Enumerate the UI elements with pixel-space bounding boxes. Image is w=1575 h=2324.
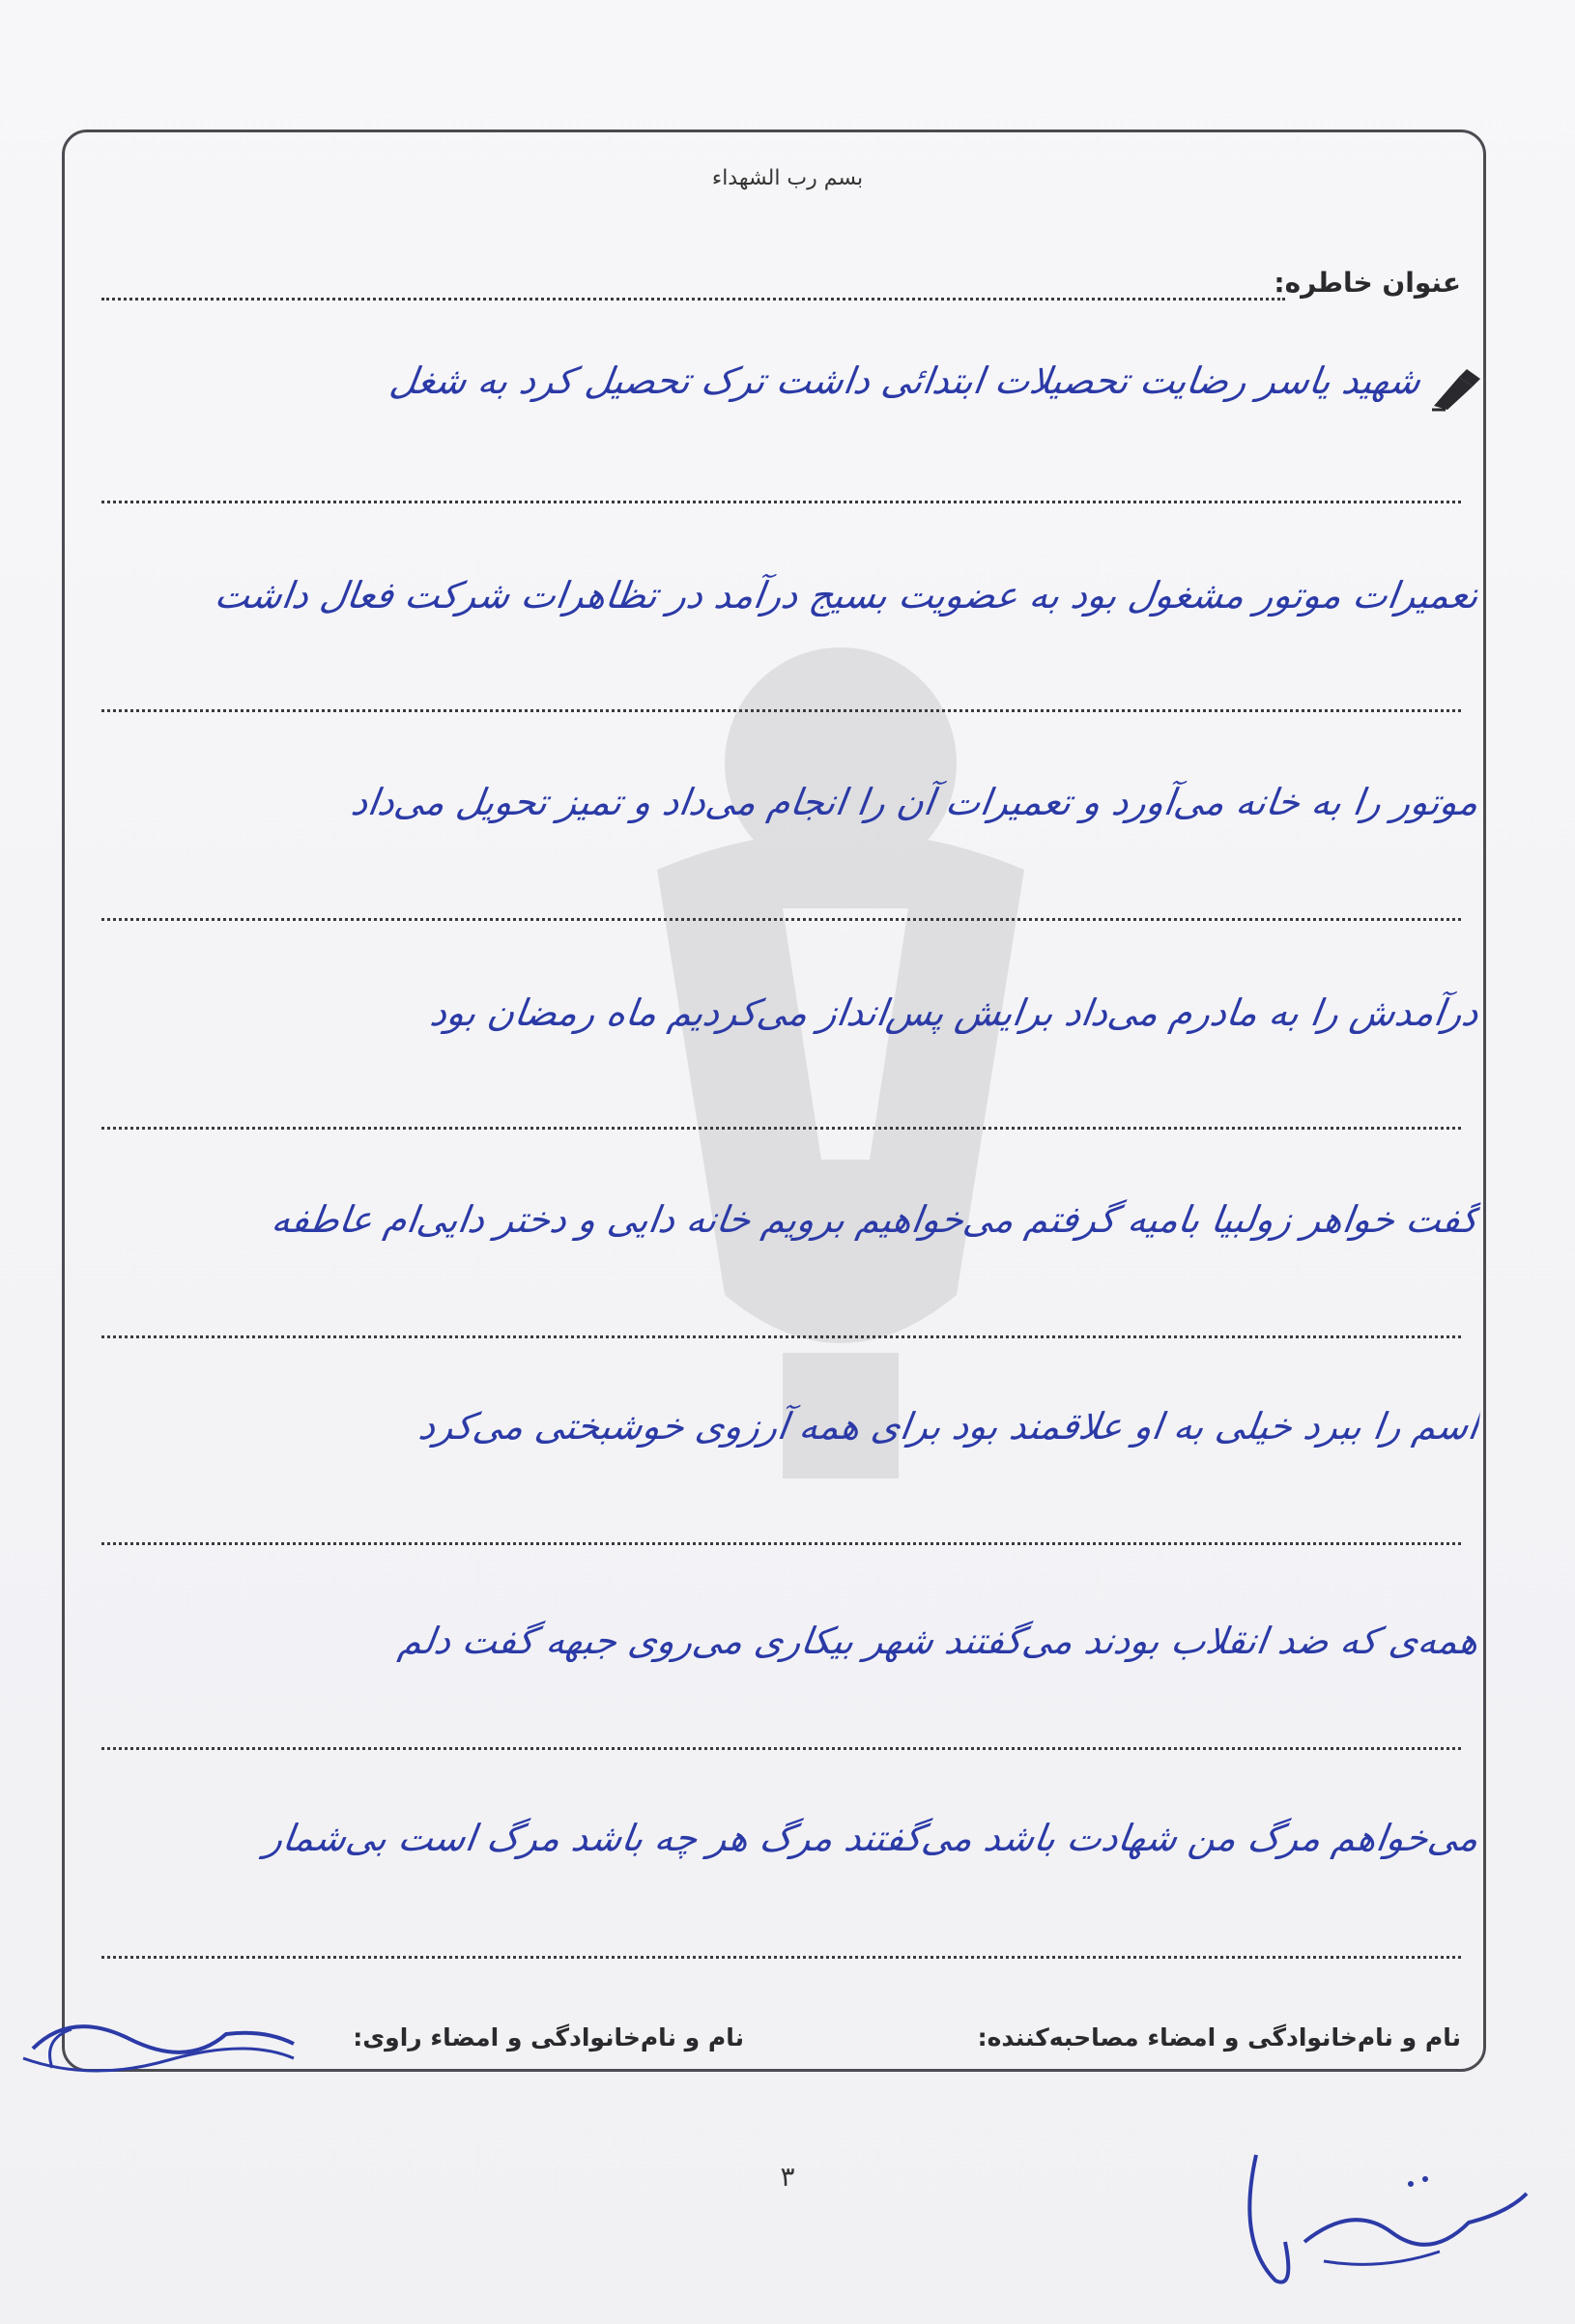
interviewer-signature-label: نام و نام‌خانوادگی و امضاء مصاحبه‌کننده: (977, 2023, 1461, 2051)
memory-title-label: عنوان خاطره: (1274, 267, 1461, 299)
handwritten-line: درآمدش را به مادرم می‌داد برایش پس‌انداز می‌کردیم ماه رمضان بود (427, 991, 1482, 1034)
handwritten-line: شهید یاسر رضایت تحصیلات ابتدائی داشت ترک تحصیل کرد به شغل (387, 359, 1424, 402)
handwritten-line: همه‌ی که ضد انقلاب بودند می‌گفتند شهر بیکاری می‌روی جبهه گفت دلم (395, 1620, 1482, 1662)
handwritten-line: تعمیرات موتور مشغول بود به عضویت بسیج درآمد در تظاهرات شرکت فعال داشت (212, 574, 1482, 617)
dotted-line (101, 1335, 1461, 1338)
dotted-line (101, 1956, 1461, 1959)
dotted-line (101, 298, 1285, 301)
dotted-line (101, 709, 1461, 712)
narrator-signature (14, 2000, 303, 2087)
handwritten-line: موتور را به خانه می‌آورد و تعمیرات آن را انجام می‌داد و تمیز تحویل می‌داد (348, 781, 1482, 823)
dotted-line (101, 918, 1461, 921)
dotted-line (101, 1127, 1461, 1130)
handwritten-line: می‌خواهم مرگ من شهادت باشد می‌گفتند مرگ هر چه باشد مرگ است بی‌شمار (262, 1817, 1482, 1859)
narrator-signature-label: نام و نام‌خانوادگی و امضاء راوی: (353, 2023, 744, 2051)
dotted-line (101, 501, 1461, 503)
handwritten-line: گفت خواهر زولبیا بامیه گرفتم می‌خواهیم برویم خانه دایی و دختر دایی‌ام عاطفه (269, 1198, 1482, 1241)
pen-icon (1430, 367, 1486, 412)
form-heading: بسم رب الشهداء (711, 166, 864, 190)
page-number: ۳ (780, 2161, 795, 2193)
dotted-line (101, 1747, 1461, 1750)
dotted-line (101, 1542, 1461, 1545)
handwritten-line: اسم را ببرد خیلی به او علاقمند بود برای همه آرزوی خوشبختی می‌کرد (415, 1405, 1482, 1448)
family-signature (1217, 2126, 1536, 2300)
form-frame (62, 129, 1486, 2072)
